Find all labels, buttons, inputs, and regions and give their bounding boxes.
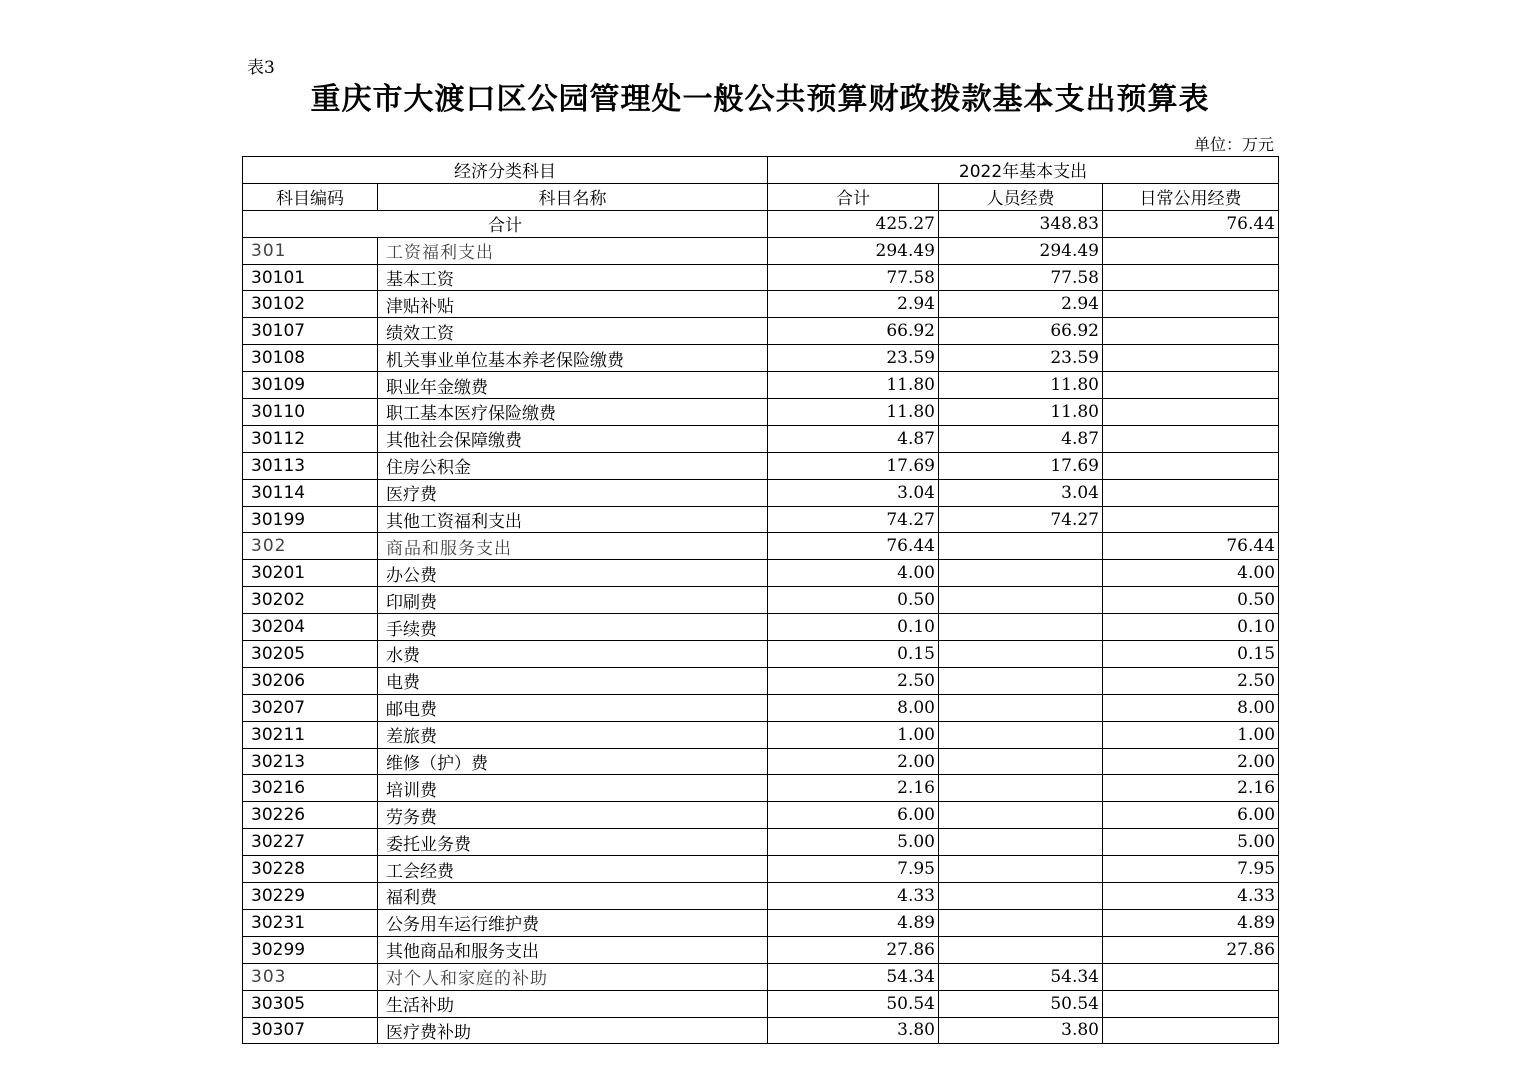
row-public: 0.10 [1103,614,1279,641]
row-public [1103,372,1279,399]
row-code: 30110 [243,399,378,426]
row-public: 0.50 [1103,587,1279,614]
row-code: 30201 [243,560,378,587]
table-row [243,909,1279,936]
row-code: 30229 [243,883,378,910]
row-public: 7.95 [1103,856,1279,883]
row-public [1103,479,1279,506]
row-public: 27.86 [1103,936,1279,963]
row-total: 76.44 [768,533,939,560]
row-personnel: 17.69 [939,452,1103,479]
row-total: 0.50 [768,587,939,614]
row-public [1103,291,1279,318]
row-public [1103,318,1279,345]
row-code: 30231 [243,909,378,936]
row-name: 劳务费 [378,802,768,829]
row-total: 2.16 [768,775,939,802]
public-header: 日常公用经费 [1103,183,1279,210]
grand-total-row [243,210,1279,237]
row-total: 0.10 [768,614,939,641]
category-row [243,963,1279,990]
row-public: 0.15 [1103,641,1279,668]
row-public [1103,506,1279,533]
row-personnel: 77.58 [939,264,1103,291]
row-total: 4.00 [768,560,939,587]
row-name: 其他社会保障缴费 [378,425,768,452]
table-row [243,264,1279,291]
row-personnel: 2.94 [939,291,1103,318]
row-code: 30109 [243,372,378,399]
row-public: 4.33 [1103,883,1279,910]
row-total: 2.94 [768,291,939,318]
row-name: 其他工资福利支出 [378,506,768,533]
table-row [243,425,1279,452]
row-name: 住房公积金 [378,452,768,479]
row-name: 水费 [378,641,768,668]
row-personnel [939,802,1103,829]
row-public [1103,345,1279,372]
row-code: 30204 [243,614,378,641]
row-total: 11.80 [768,372,939,399]
row-code: 30205 [243,641,378,668]
table-row [243,883,1279,910]
row-personnel [939,587,1103,614]
row-name: 电费 [378,667,768,694]
row-name: 生活补助 [378,990,768,1017]
row-personnel [939,721,1103,748]
row-public [1103,1017,1279,1044]
table-row [243,479,1279,506]
row-total: 66.92 [768,318,939,345]
row-name: 福利费 [378,883,768,910]
row-personnel [939,533,1103,560]
table-row [243,694,1279,721]
row-code: 30107 [243,318,378,345]
row-personnel [939,560,1103,587]
row-name: 医疗费补助 [378,1017,768,1044]
row-name: 邮电费 [378,694,768,721]
row-code: 30227 [243,829,378,856]
table-row [243,372,1279,399]
table-row [243,1017,1279,1044]
row-personnel [939,829,1103,856]
row-name: 津贴补贴 [378,291,768,318]
row-total: 5.00 [768,829,939,856]
header-row-top [243,157,1279,184]
table-row [243,667,1279,694]
row-name: 委托业务费 [378,829,768,856]
row-total: 74.27 [768,506,939,533]
table-row [243,775,1279,802]
header-row-sub [243,183,1279,210]
row-name: 对个人和家庭的补助 [378,963,768,990]
row-name: 培训费 [378,775,768,802]
row-code: 30305 [243,990,378,1017]
row-total: 6.00 [768,802,939,829]
row-personnel [939,748,1103,775]
row-public: 2.00 [1103,748,1279,775]
row-code: 303 [243,963,378,990]
row-public [1103,425,1279,452]
row-personnel [939,775,1103,802]
document-title: 重庆市大渡口区公园管理处一般公共预算财政拨款基本支出预算表 [310,82,1210,117]
row-personnel: 54.34 [939,963,1103,990]
row-public [1103,399,1279,426]
personnel-header: 人员经费 [939,183,1103,210]
row-total: 3.80 [768,1017,939,1044]
row-name: 办公费 [378,560,768,587]
row-name: 工会经费 [378,856,768,883]
row-total: 50.54 [768,990,939,1017]
total-header: 合计 [768,183,939,210]
row-public: 1.00 [1103,721,1279,748]
row-public: 4.00 [1103,560,1279,587]
row-code: 30101 [243,264,378,291]
category-row [243,533,1279,560]
row-code: 30108 [243,345,378,372]
row-name: 医疗费 [378,479,768,506]
table-row [243,856,1279,883]
row-personnel [939,694,1103,721]
row-name: 职工基本医疗保险缴费 [378,399,768,426]
row-total: 11.80 [768,399,939,426]
row-public: 5.00 [1103,829,1279,856]
table-row [243,399,1279,426]
row-personnel: 23.59 [939,345,1103,372]
row-personnel: 3.80 [939,1017,1103,1044]
row-personnel: 66.92 [939,318,1103,345]
row-code: 30211 [243,721,378,748]
row-public [1103,264,1279,291]
table-row [243,802,1279,829]
grand-total-public: 76.44 [1103,210,1279,237]
row-total: 294.49 [768,237,939,264]
table-row [243,506,1279,533]
row-personnel: 11.80 [939,372,1103,399]
table-row [243,291,1279,318]
table-row [243,748,1279,775]
row-name: 手续费 [378,614,768,641]
row-total: 2.50 [768,667,939,694]
budget-table [242,156,1279,1044]
row-personnel [939,936,1103,963]
row-code: 30213 [243,748,378,775]
row-code: 30202 [243,587,378,614]
row-code: 30228 [243,856,378,883]
row-total: 27.86 [768,936,939,963]
table-row [243,936,1279,963]
row-total: 0.15 [768,641,939,668]
row-total: 8.00 [768,694,939,721]
row-public [1103,963,1279,990]
table-row [243,990,1279,1017]
row-code: 30199 [243,506,378,533]
table-row [243,721,1279,748]
row-total: 77.58 [768,264,939,291]
table-row [243,829,1279,856]
row-personnel: 50.54 [939,990,1103,1017]
row-public: 76.44 [1103,533,1279,560]
row-name: 职业年金缴费 [378,372,768,399]
row-personnel [939,909,1103,936]
row-personnel [939,667,1103,694]
row-personnel: 294.49 [939,237,1103,264]
row-name: 机关事业单位基本养老保险缴费 [378,345,768,372]
table-row [243,345,1279,372]
row-public: 8.00 [1103,694,1279,721]
row-code: 30207 [243,694,378,721]
row-total: 3.04 [768,479,939,506]
row-total: 23.59 [768,345,939,372]
row-code: 30113 [243,452,378,479]
row-name: 维修（护）费 [378,748,768,775]
basic-expense-header: 2022年基本支出 [768,157,1279,184]
row-public: 4.89 [1103,909,1279,936]
table-row [243,614,1279,641]
row-public [1103,237,1279,264]
row-total: 4.89 [768,909,939,936]
name-header: 科目名称 [378,183,768,210]
row-public: 2.50 [1103,667,1279,694]
row-code: 30206 [243,667,378,694]
row-personnel [939,883,1103,910]
row-personnel: 4.87 [939,425,1103,452]
classification-header: 经济分类科目 [243,157,768,184]
table-row [243,452,1279,479]
row-total: 7.95 [768,856,939,883]
row-personnel: 3.04 [939,479,1103,506]
row-code: 30307 [243,1017,378,1044]
row-personnel [939,856,1103,883]
row-total: 4.87 [768,425,939,452]
row-public [1103,990,1279,1017]
grand-total-label: 合计 [243,210,768,237]
row-name: 印刷费 [378,587,768,614]
row-total: 54.34 [768,963,939,990]
row-personnel: 74.27 [939,506,1103,533]
code-header: 科目编码 [243,183,378,210]
row-total: 2.00 [768,748,939,775]
table-row [243,560,1279,587]
row-total: 17.69 [768,452,939,479]
table-number: 表3 [247,58,275,78]
row-code: 30216 [243,775,378,802]
row-code: 30299 [243,936,378,963]
row-name: 其他商品和服务支出 [378,936,768,963]
grand-total-value: 425.27 [768,210,939,237]
grand-total-personnel: 348.83 [939,210,1103,237]
row-public: 2.16 [1103,775,1279,802]
row-name: 基本工资 [378,264,768,291]
row-code: 30114 [243,479,378,506]
row-public [1103,452,1279,479]
row-name: 商品和服务支出 [378,533,768,560]
row-personnel [939,641,1103,668]
row-code: 30102 [243,291,378,318]
row-personnel: 11.80 [939,399,1103,426]
unit-label: 单位：万元 [1193,135,1274,154]
category-row [243,237,1279,264]
row-code: 30112 [243,425,378,452]
table-row [243,641,1279,668]
table-row [243,318,1279,345]
row-name: 绩效工资 [378,318,768,345]
row-code: 30226 [243,802,378,829]
row-total: 4.33 [768,883,939,910]
row-code: 302 [243,533,378,560]
row-name: 差旅费 [378,721,768,748]
row-personnel [939,614,1103,641]
row-code: 301 [243,237,378,264]
row-total: 1.00 [768,721,939,748]
row-public: 6.00 [1103,802,1279,829]
row-name: 公务用车运行维护费 [378,909,768,936]
row-name: 工资福利支出 [378,237,768,264]
table-row [243,587,1279,614]
